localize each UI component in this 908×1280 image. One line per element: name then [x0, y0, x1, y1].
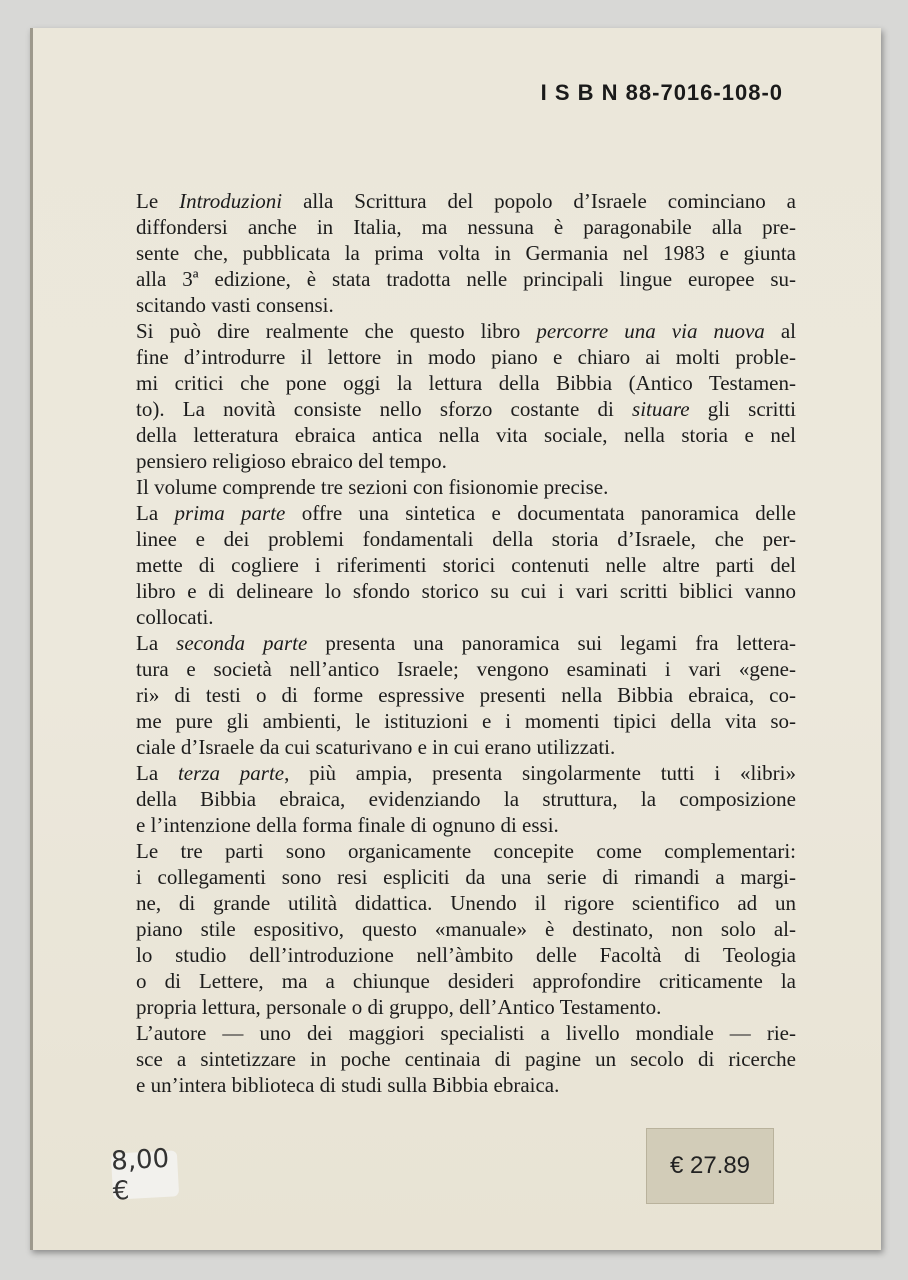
- text-line: piano stile espositivo, questo «manuale» è destinato, non solo al-: [136, 917, 796, 941]
- text-line: Le tre parti sono organicamente concepite come complementari:: [136, 839, 796, 863]
- text-line: tura e società nell’antico Israele; vengono esaminati i vari «gene-: [136, 657, 796, 681]
- text-line: linee e dei problemi fondamentali della storia d’Israele, che per-: [136, 527, 796, 551]
- text-line: Si può dire realmente che questo libro percorre una via nuova al: [136, 319, 797, 343]
- text-line: della Bibbia ebraica, evidenziando la struttura, la composizione: [136, 787, 796, 811]
- isbn: I S B N 88-7016-108-0: [540, 80, 783, 105]
- text-line: La prima parte offre una sintetica e documentata panoramica delle: [136, 501, 797, 525]
- text-line: propria lettura, personale o di gruppo, dell’Antico Testamento.: [136, 995, 662, 1019]
- text-line: me pure gli ambienti, le istituzioni e i momenti tipici della vita so-: [136, 709, 796, 733]
- text-line: La terza parte, più ampia, presenta singolarmente tutti i «libri»: [136, 761, 797, 785]
- text-line: mette di cogliere i riferimenti storici contenuti nelle altre parti del: [136, 553, 796, 577]
- text-line: collocati.: [136, 605, 214, 629]
- book-back-cover: [30, 28, 881, 1250]
- handwritten-price-label: 8,00 €: [111, 1150, 179, 1199]
- text-line: della letteratura ebraica antica nella vita sociale, nella storia e nel: [136, 423, 796, 447]
- text-line: Le Introduzioni alla Scrittura del popolo d’Israele cominciano a: [136, 189, 796, 213]
- text-line: e l’intenzione della forma finale di ognuno di essi.: [136, 813, 559, 837]
- text-line: diffondersi anche in Italia, ma nessuna è paragonabile alla pre-: [136, 215, 796, 239]
- text-line: pensiero religioso ebraico del tempo.: [136, 449, 447, 473]
- text-line: libro e di delineare lo sfondo storico su cui i vari scritti biblici vanno: [136, 579, 796, 603]
- text-line: lo studio dell’introduzione nell’àmbito delle Facoltà di Teologia: [136, 943, 796, 967]
- text-line: to). La novità consiste nello sforzo costante di situare gli scritti: [136, 397, 796, 421]
- text-line: ciale d’Israele da cui scaturivano e in cui erano utilizzati.: [136, 735, 616, 759]
- text-line: ri» di testi o di forme espressive presenti nella Bibbia ebraica, co-: [136, 683, 796, 707]
- text-line: mi critici che pone oggi la lettura della Bibbia (Antico Testamen-: [136, 371, 796, 395]
- text-line: alla 3ª edizione, è stata tradotta nelle principali lingue europee su-: [136, 267, 796, 291]
- text-line: sente che, pubblicata la prima volta in Germania nel 1983 e giunta: [136, 241, 796, 265]
- text-line: La seconda parte presenta una panoramica sui legami fra lettera-: [136, 631, 796, 655]
- text-line: scitando vasti consensi.: [136, 293, 334, 317]
- text-line: sce a sintetizzare in poche centinaia di pagine un secolo di ricerche: [136, 1047, 796, 1071]
- text-line: e un’intera biblioteca di studi sulla Bibbia ebraica.: [136, 1073, 560, 1097]
- text-line: L’autore — uno dei maggiori specialisti a livello mondiale — rie-: [136, 1021, 796, 1045]
- blurb-text: [136, 188, 796, 1098]
- text-line: Il volume comprende tre sezioni con fisionomie precise.: [136, 475, 609, 499]
- text-line: i collegamenti sono resi espliciti da una serie di rimandi a margi-: [136, 865, 796, 889]
- text-line: ne, di grande utilità didattica. Unendo il rigore scientifico ad un: [136, 891, 796, 915]
- text-line: o di Lettere, ma a chiunque desideri approfondire criticamente la: [136, 969, 796, 993]
- text-line: fine d’introdurre il lettore in modo piano e chiaro ai molti proble-: [136, 345, 796, 369]
- price-sticker: € 27.89: [646, 1128, 774, 1204]
